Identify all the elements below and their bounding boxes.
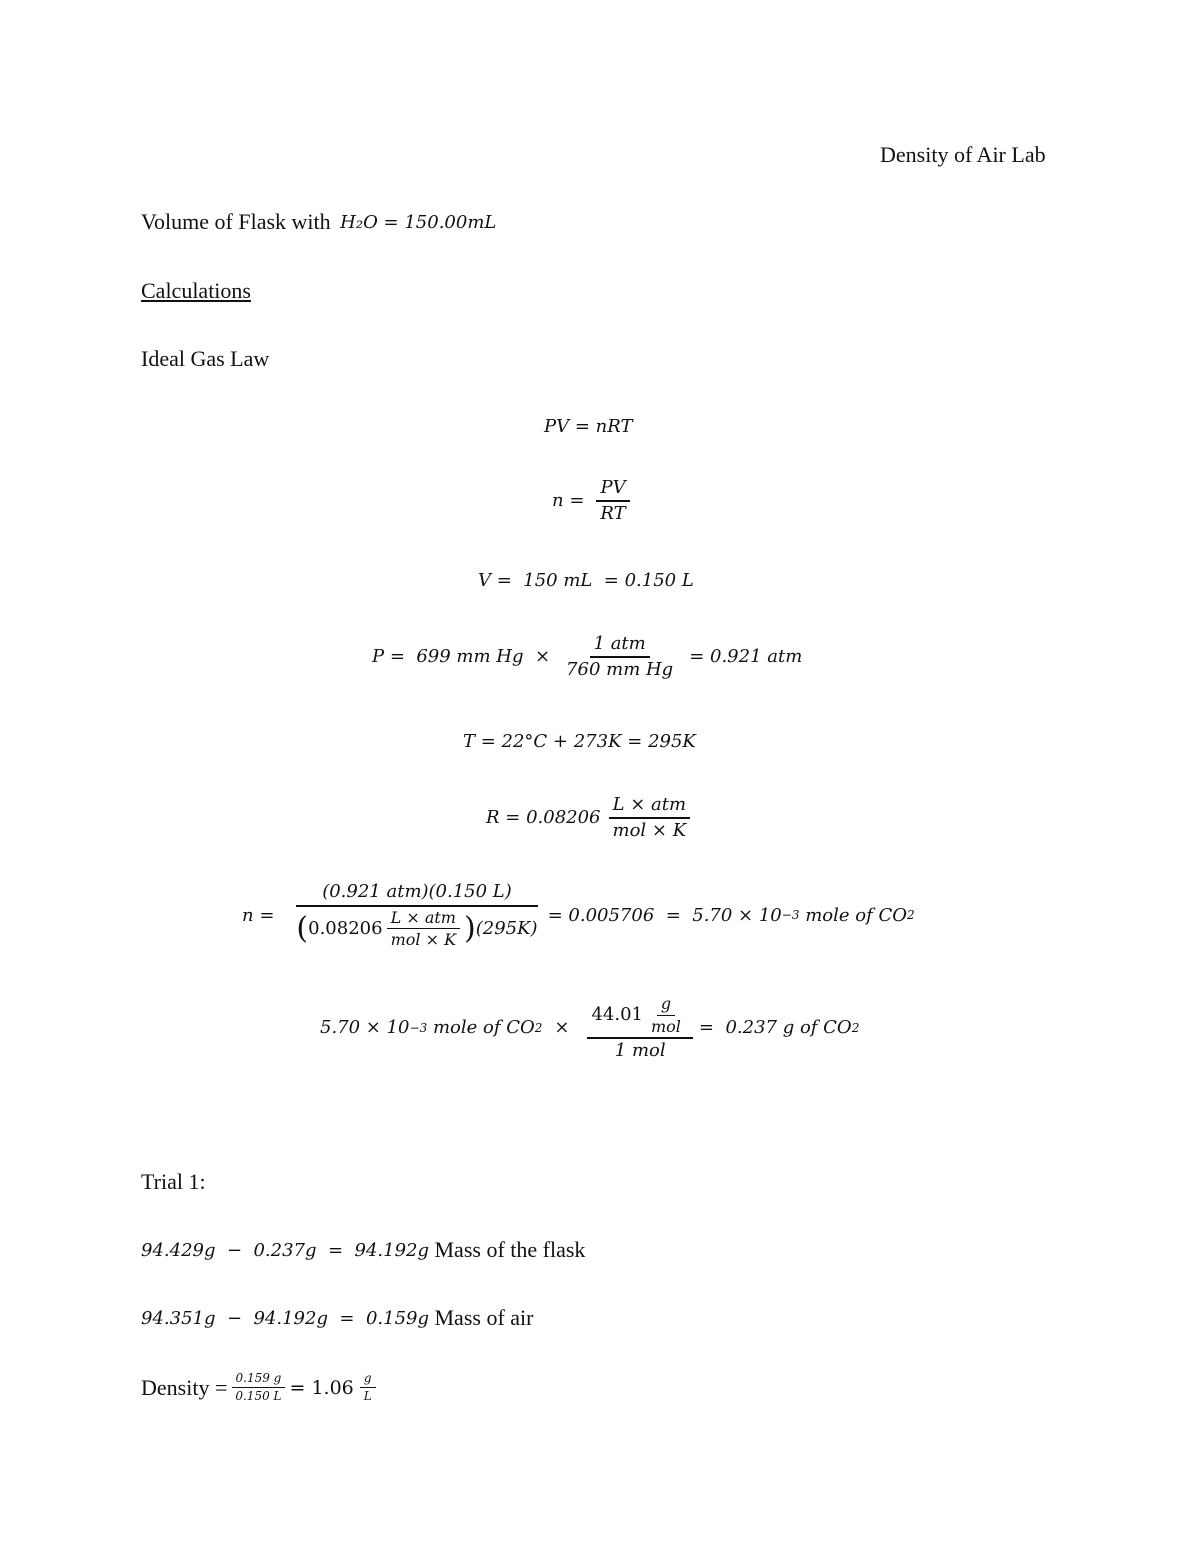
fraction-numerator: 1 atm [590,634,650,658]
flask-volume-label: Volume of Flask with [141,209,337,234]
mass-of-air-line [141,1305,533,1331]
right-paren: ) [464,910,476,946]
inner-numerator: g [657,995,675,1016]
fraction-moles [292,882,541,949]
fraction-density-unit [360,1372,376,1403]
fraction-density [231,1372,285,1403]
mass-rhs-subscript: 2 [851,1020,860,1035]
mass-rhs: = 0.237 g of CO [698,1017,852,1039]
mass-of-flask-text: Mass of the flask [429,1237,586,1262]
mass-of-flask-line [141,1237,585,1263]
pressure-rhs: = 0.921 atm [689,646,803,668]
calculations-heading: Calculations [141,278,251,303]
moles-exponent: −3 [781,908,800,923]
document-title: Density of Air Lab [880,142,1046,167]
fraction-denominator: mol × K [612,819,687,841]
fraction-numerator [587,995,692,1039]
moles-rhs: = 0.005706 = 5.70 × 10 [547,904,782,926]
mass-lhs-exponent: −3 [409,1020,428,1035]
equation-n-lhs: n = [552,490,585,512]
gas-constant-lhs: R = 0.08206 [486,807,601,829]
denominator-temperature: (295K) [475,917,538,939]
fraction-atm-mmhg [562,634,677,680]
equation-mass-co2 [320,995,859,1061]
inner-fraction-units [387,909,460,949]
fraction-pv-rt [596,478,629,524]
equation-moles [242,882,915,949]
fraction-numerator: PV [596,478,629,502]
equation-volume: V = 150 mL = 0.150 L [478,570,694,591]
times-sign: × [554,1017,570,1039]
inner-denominator: mol [651,1016,681,1036]
fraction-denominator [292,907,541,949]
flask-volume-formula: H₂O = 150.00mL [340,211,497,233]
moles-unit: mole of CO [799,904,907,926]
moles-subscript: 2 [906,908,915,923]
density-line [141,1372,382,1403]
flask-volume-line [141,209,496,235]
mass-lhs-subscript: 2 [534,1020,543,1035]
mass-of-flask-math: 94.429g − 0.237g = 94.192g [141,1239,429,1261]
fraction-denominator: RT [600,502,626,524]
fraction-denominator: 760 mm Hg [566,658,674,680]
inner-denominator: mol × K [390,930,457,950]
inner-numerator: L × atm [387,909,460,930]
fraction-numerator: (0.921 atm)(0.150 L) [296,882,538,907]
molar-mass-value: 44.01 [591,1004,643,1026]
left-paren: ( [296,910,309,946]
mass-lhs-unit: mole of CO [427,1017,535,1039]
fraction-denominator: 1 mol [614,1040,666,1062]
fraction-denominator: 0.150 L [235,1389,282,1404]
equation-gas-constant [486,795,696,841]
denominator-constant: 0.08206 [308,917,383,939]
unit-numerator: g [360,1372,376,1388]
equation-temperature: T = 22°C + 273K = 295K [463,731,696,752]
trial-label: Trial 1: [141,1169,206,1194]
inner-fraction-g-mol [647,995,685,1035]
mass-lhs: 5.70 × 10 [320,1017,410,1039]
fraction-gas-constant-units [609,795,691,841]
equation-pv-nrt: PV = nRT [544,416,633,437]
fraction-molar-mass [587,995,692,1061]
density-label: Density = [141,1374,228,1400]
mass-of-air-math: 94.351g − 94.192g = 0.159g [141,1307,429,1329]
unit-denominator: L [363,1389,372,1404]
moles-lhs: n = [242,904,275,926]
pressure-lhs: P = 699 mm Hg × [372,646,551,668]
mass-of-air-text: Mass of air [429,1305,534,1330]
equation-n-pv-rt [552,478,636,524]
fraction-numerator: 0.159 g [232,1372,286,1388]
density-value: = 1.06 [289,1376,354,1399]
fraction-numerator: L × atm [609,795,691,819]
ideal-gas-law-heading: Ideal Gas Law [141,346,270,371]
equation-pressure [372,634,802,680]
